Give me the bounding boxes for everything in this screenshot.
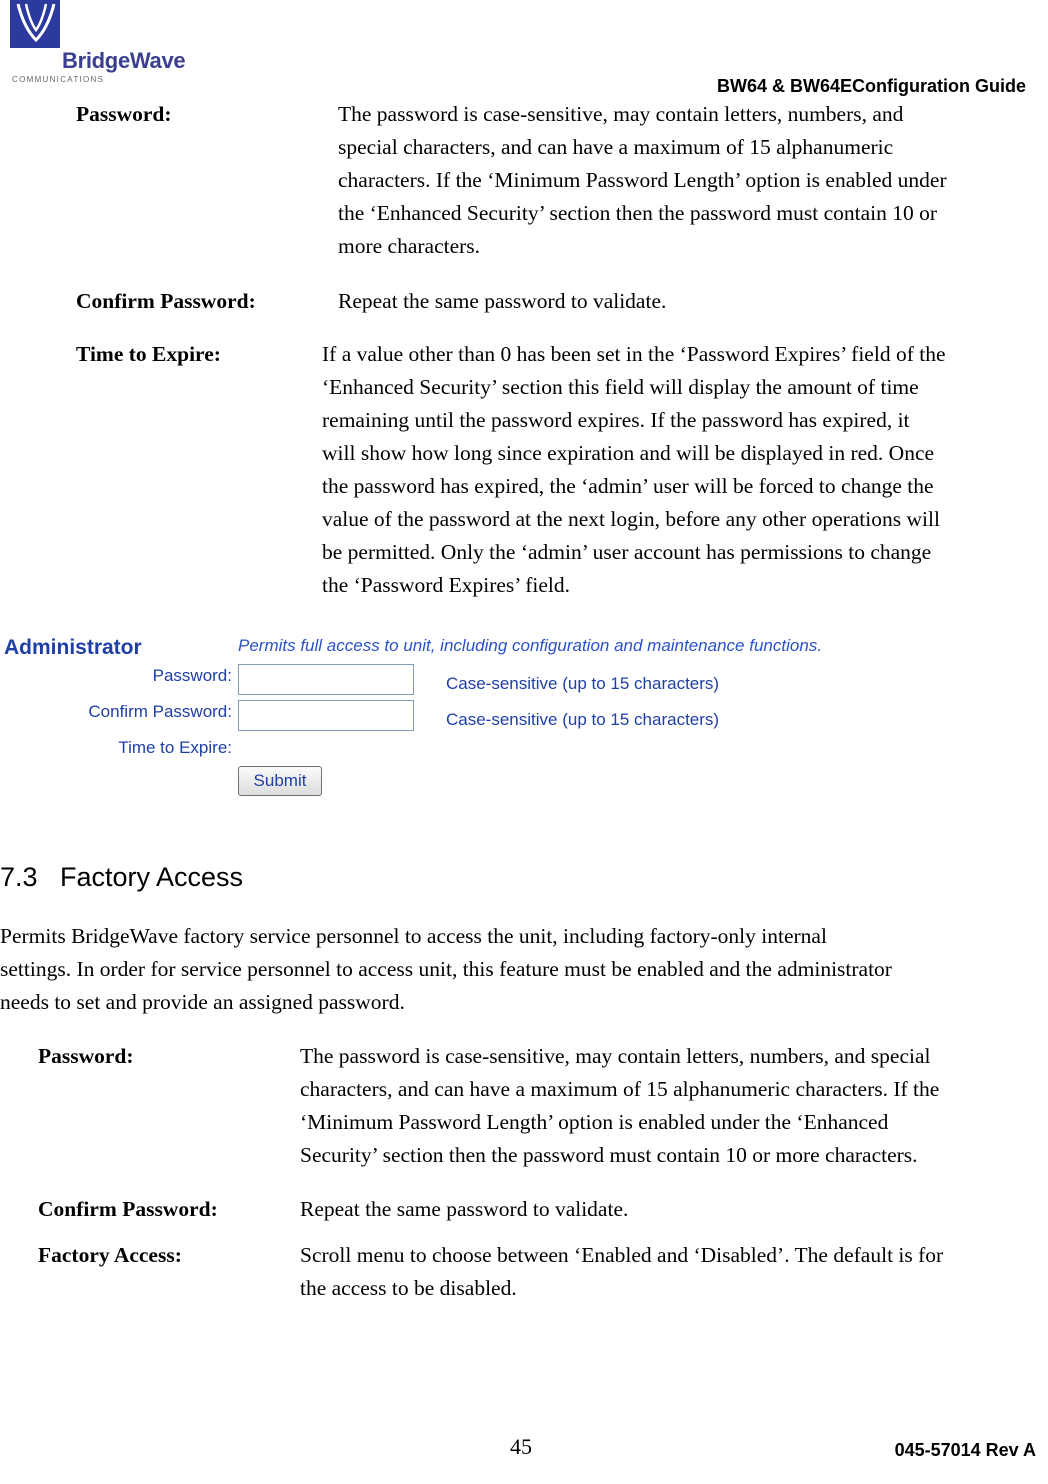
def-term-factory-password: Password: — [38, 1044, 134, 1068]
def-desc-factory-access — [300, 1239, 1048, 1305]
desc-line: will show how long since expiration and will be displayed in red. Once — [322, 441, 935, 465]
confirm-password-input[interactable] — [238, 700, 414, 731]
def-term-password: Password: — [76, 102, 172, 126]
desc-line: more characters. — [338, 234, 481, 258]
logo-brand-text: BridgeWave — [62, 48, 186, 73]
confirm-password-hint: Case-sensitive (up to 15 characters) — [446, 710, 720, 729]
section-intro — [0, 920, 1048, 1019]
confirm-password-label: Confirm Password: — [88, 702, 232, 721]
password-hint: Case-sensitive (up to 15 characters) — [446, 674, 720, 693]
desc-line: characters, and can have a maximum of 15 alphanumeric characters. If the — [300, 1077, 940, 1101]
password-input[interactable] — [238, 664, 414, 695]
document-title: BW64 & BW64EConfiguration Guide — [716, 76, 1026, 96]
def-desc-factory-confirm-password — [300, 1193, 1000, 1226]
def-desc-confirm-password — [338, 285, 1038, 318]
def-term-factory-access: Factory Access: — [38, 1243, 182, 1267]
intro-line: Permits BridgeWave factory service personnel to access the unit, including factory-only internal — [0, 924, 827, 948]
desc-line: ‘Enhanced Security’ section this field will display the amount of time — [322, 375, 919, 399]
desc-line: ‘Minimum Password Length’ option is enabled under the ‘Enhanced — [300, 1110, 889, 1134]
section-title: Factory Access — [60, 862, 244, 892]
desc-line: The password is case-sensitive, may contain letters, numbers, and — [338, 102, 904, 126]
administrator-panel — [0, 630, 900, 810]
section-heading — [0, 862, 243, 893]
desc-line: If a value other than 0 has been set in the ‘Password Expires’ field of the — [322, 342, 946, 366]
desc-line: The password is case-sensitive, may contain letters, numbers, and special — [300, 1044, 931, 1068]
intro-line: needs to set and provide an assigned password. — [0, 990, 405, 1014]
intro-line: settings. In order for service personnel to access unit, this feature must be enabled and the administrator — [0, 957, 892, 981]
logo-subtext: COMMUNICATIONS — [12, 75, 105, 84]
page-number: 45 — [510, 1434, 532, 1459]
desc-line: Security’ section then the password must contain 10 or more characters. — [300, 1143, 918, 1167]
def-desc-password — [338, 98, 1048, 263]
administrator-description: Permits full access to unit, including configuration and maintenance functions. — [238, 636, 822, 655]
desc-line: be permitted. Only the ‘admin’ user account has permissions to change — [322, 540, 932, 564]
desc-line: characters. If the ‘Minimum Password Length’ option is enabled under — [338, 168, 947, 192]
desc-line: remaining until the password expires. If the password has expired, it — [322, 408, 910, 432]
password-label: Password: — [152, 666, 232, 685]
def-desc-time-to-expire — [322, 338, 1048, 602]
bridgewave-logo — [10, 0, 210, 86]
administrator-title: Administrator — [4, 636, 142, 659]
desc-line: the ‘Enhanced Security’ section then the password must contain 10 or — [338, 201, 938, 225]
desc-line: Repeat the same password to validate. — [338, 289, 667, 313]
desc-line: value of the password at the next login, before any other operations will — [322, 507, 940, 531]
submit-button[interactable]: Submit — [238, 766, 322, 796]
desc-line: the access to be disabled. — [300, 1276, 517, 1300]
document-revision: 045-57014 Rev A — [894, 1440, 1036, 1460]
desc-line: special characters, and can have a maximum of 15 alphanumeric — [338, 135, 894, 159]
bridgewave-logo-mark-icon — [10, 0, 66, 50]
desc-line: Scroll menu to choose between ‘Enabled and ‘Disabled’. The default is for — [300, 1243, 944, 1267]
time-to-expire-label: Time to Expire: — [118, 738, 232, 757]
section-number: 7.3 — [0, 862, 38, 892]
def-term-factory-confirm-password: Confirm Password: — [38, 1197, 218, 1221]
desc-line: Repeat the same password to validate. — [300, 1197, 629, 1221]
def-term-time-to-expire: Time to Expire: — [76, 342, 221, 366]
desc-line: the ‘Password Expires’ field. — [322, 573, 570, 597]
def-desc-factory-password — [300, 1040, 1048, 1172]
desc-line: the password has expired, the ‘admin’ user will be forced to change the — [322, 474, 934, 498]
def-term-confirm-password: Confirm Password: — [76, 289, 256, 313]
